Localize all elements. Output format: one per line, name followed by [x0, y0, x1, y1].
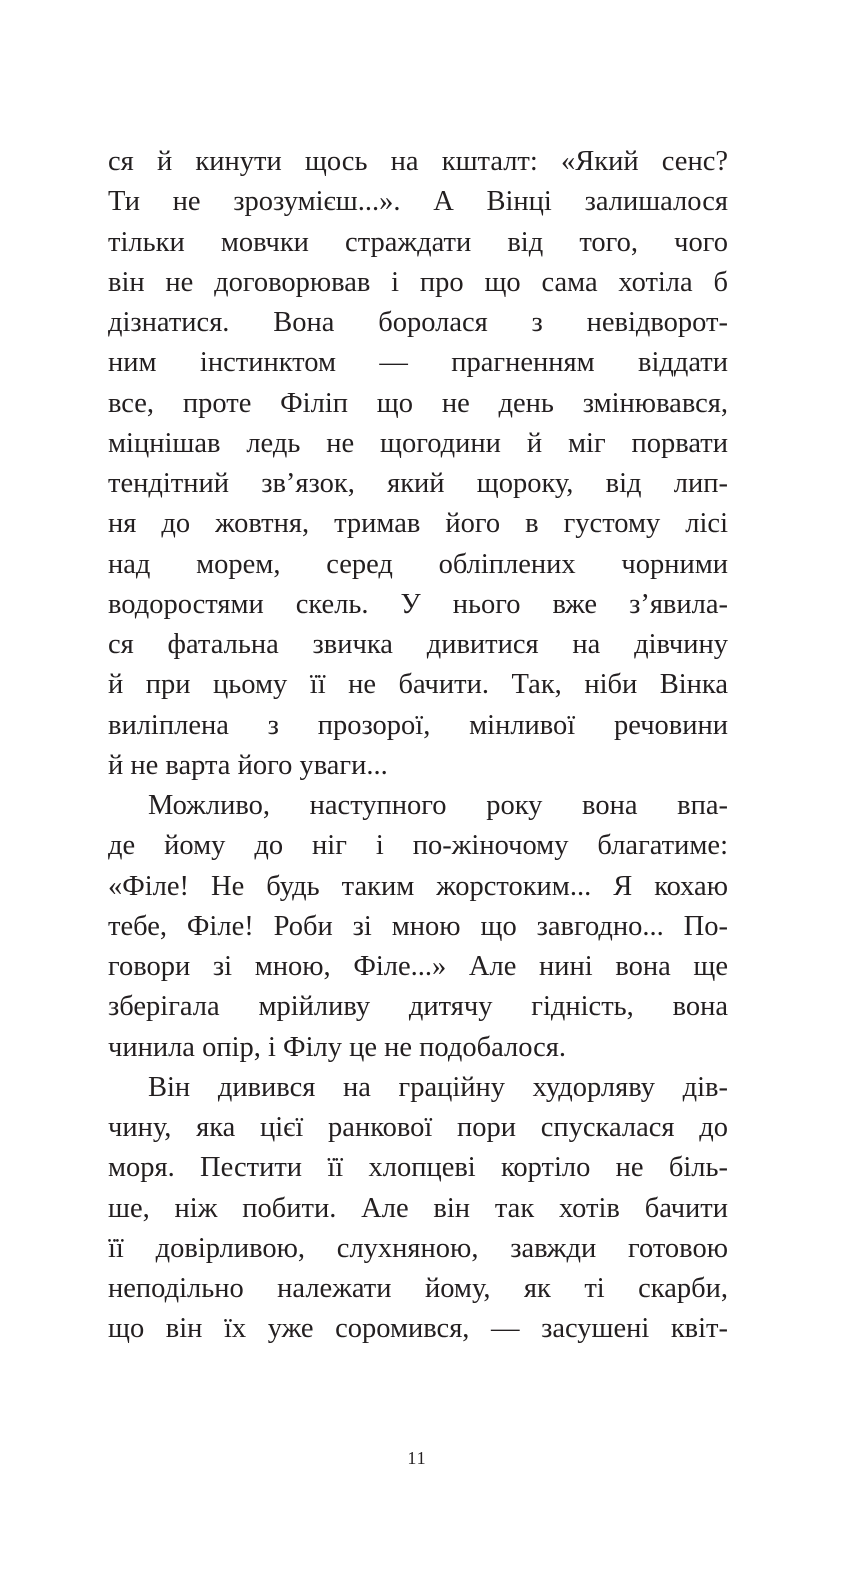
- text-line: міцнішав ледь не щогодини й міг порвати: [108, 427, 728, 459]
- text-line: «Філе! Не будь таким жорстоким... Я кохаю: [108, 870, 728, 902]
- text-line: тендітний зв’язок, який щороку, від лип-: [108, 468, 728, 499]
- text-line: її довірливою, слухняною, завжди готовою: [108, 1232, 728, 1264]
- body-text: [108, 142, 728, 1350]
- text-line: ним інстинктом — прагненням віддати: [108, 347, 728, 379]
- text-line: ня до жовтня, тримав його в густому лісі: [108, 508, 728, 540]
- text-line: водоростями скель. У нього вже з’явила-: [108, 588, 728, 620]
- text-line: Можливо, наступного року вона впа-: [148, 790, 728, 821]
- text-line: тебе, Філе! Роби зі мною що завгодно... По-: [108, 910, 728, 942]
- text-line: дізнатися. Вона боролася з невідворот-: [108, 307, 728, 338]
- text-line: моря. Пестити її хлопцеві кортіло не біль-: [108, 1152, 728, 1184]
- text-line: що він їх уже соромився, — засушені квіт-: [108, 1313, 728, 1345]
- text-line: Ти не зрозумієш...». А Вінці залишалося: [108, 186, 728, 218]
- text-line: ше, ніж побити. Але він так хотів бачити: [108, 1192, 728, 1224]
- text-line: й при цьому її не бачити. Так, ніби Вінка: [108, 669, 728, 701]
- text-line: все, проте Філіп що не день змінювався,: [108, 387, 728, 419]
- text-line: ся й кинути щось на кшталт: «Який сенс?: [108, 146, 728, 177]
- text-line: чину, яка цієї ранкової пори спускалася до: [108, 1112, 728, 1143]
- text-line: говори зі мною, Філе...» Але нині вона ще: [108, 951, 728, 982]
- text-line: де йому до ніг і по-жіночому благатиме:: [108, 830, 728, 862]
- text-line: й не варта його уваги...: [108, 749, 388, 781]
- text-line: виліплена з прозорої, мінливої речовини: [108, 709, 728, 741]
- text-line: неподільно належати йому, як ті скарби,: [108, 1273, 728, 1304]
- text-line: Він дивився на граційну худорляву дів-: [148, 1071, 728, 1103]
- text-line: над морем, серед обліплених чорними: [108, 548, 728, 580]
- text-line: він не договорював і про що сама хотіла б: [108, 266, 728, 298]
- text-line: чинила опір, і Філу це не подобалося.: [108, 1031, 567, 1063]
- text-line: тільки мовчки страждати від того, чого: [108, 226, 728, 258]
- text-line: ся фатальна звичка дивитися на дівчину: [108, 629, 728, 660]
- text-line: зберігала мрійливу дитячу гідність, вона: [108, 991, 728, 1023]
- page-number: 11: [407, 1448, 427, 1468]
